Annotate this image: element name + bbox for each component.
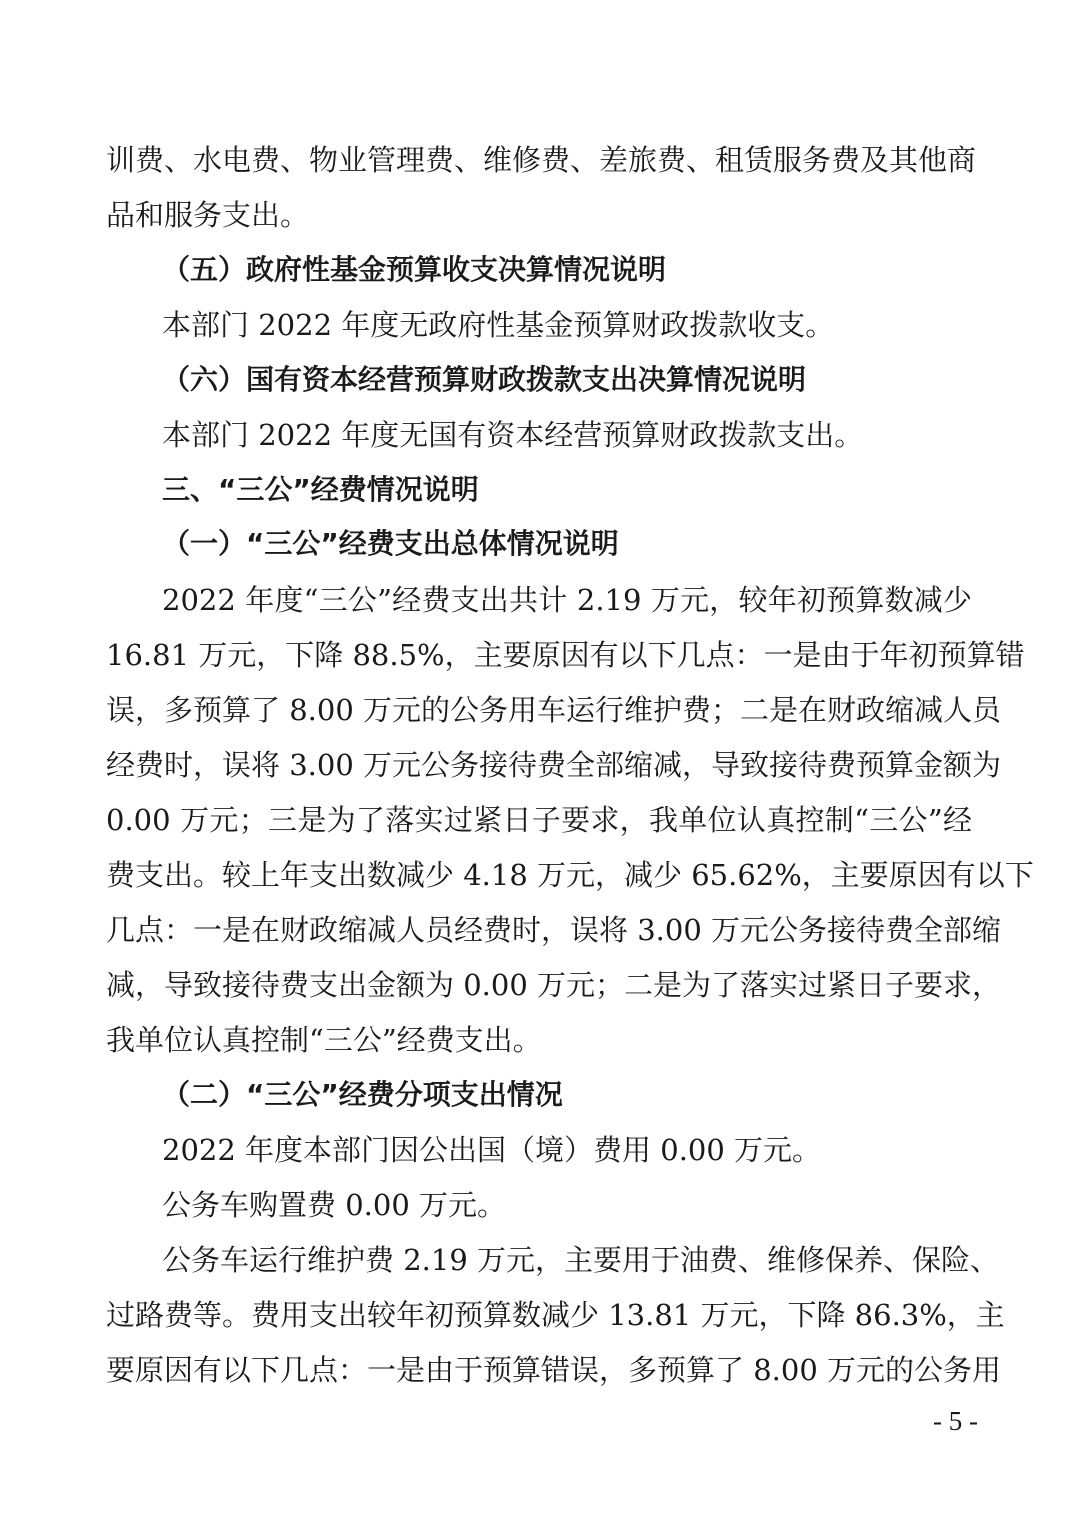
paragraph-line: 公务车运行维护费 2.19 万元，主要用于油费、维修保养、保险、 <box>162 1243 1000 1277</box>
paragraph-line: 我单位认真控制“三公”经费支出。 <box>106 1023 542 1057</box>
section-heading-two: （二）“三公”经费分项支出情况 <box>162 1078 563 1111</box>
paragraph-line: 费支出。较上年支出数减少 4.18 万元，减少 65.62%，主要原因有以下 <box>106 858 1034 892</box>
paragraph-line: 几点：一是在财政缩减人员经费时，误将 3.00 万元公务接待费全部缩 <box>106 913 1002 947</box>
paragraph-line: 公务车购置费 0.00 万元。 <box>162 1188 507 1222</box>
paragraph-line: 0.00 万元；三是为了落实过紧日子要求，我单位认真控制“三公”经 <box>106 803 972 837</box>
paragraph-line: 16.81 万元，下降 88.5%，主要原因有以下几点：一是由于年初预算错 <box>106 638 1025 672</box>
paragraph-line: 品和服务支出。 <box>106 198 310 232</box>
paragraph-line: 本部门 2022 年度无政府性基金预算财政拨款收支。 <box>162 308 835 342</box>
section-heading-one: （一）“三公”经费支出总体情况说明 <box>162 527 619 560</box>
chapter-heading-three: 三、“三公”经费情况说明 <box>162 473 479 506</box>
section-heading-six: （六）国有资本经营预算财政拨款支出决算情况说明 <box>162 363 807 396</box>
section-heading-five: （五）政府性基金预算收支决算情况说明 <box>162 253 667 286</box>
paragraph-line: 误，多预算了 8.00 万元的公务用车运行维护费；二是在财政缩减人员 <box>106 693 1002 727</box>
page-number: - 5 - <box>933 1406 978 1436</box>
paragraph-line: 2022 年度“三公”经费支出共计 2.19 万元，较年初预算数减少 <box>162 583 972 617</box>
paragraph-line: 经费时，误将 3.00 万元公务接待费全部缩减，导致接待费预算金额为 <box>106 748 1002 782</box>
paragraph-line: 2022 年度本部门因公出国（境）费用 0.00 万元。 <box>162 1133 822 1167</box>
paragraph-line: 减，导致接待费支出金额为 0.00 万元；二是为了落实过紧日子要求， <box>106 968 1002 1002</box>
paragraph-line: 要原因有以下几点：一是由于预算错误，多预算了 8.00 万元的公务用 <box>106 1353 1002 1387</box>
paragraph-line: 训费、水电费、物业管理费、维修费、差旅费、租赁服务费及其他商 <box>106 143 977 177</box>
paragraph-line: 本部门 2022 年度无国有资本经营预算财政拨款支出。 <box>162 418 864 452</box>
paragraph-line: 过路费等。费用支出较年初预算数减少 13.81 万元，下降 86.3%，主 <box>106 1298 1005 1332</box>
